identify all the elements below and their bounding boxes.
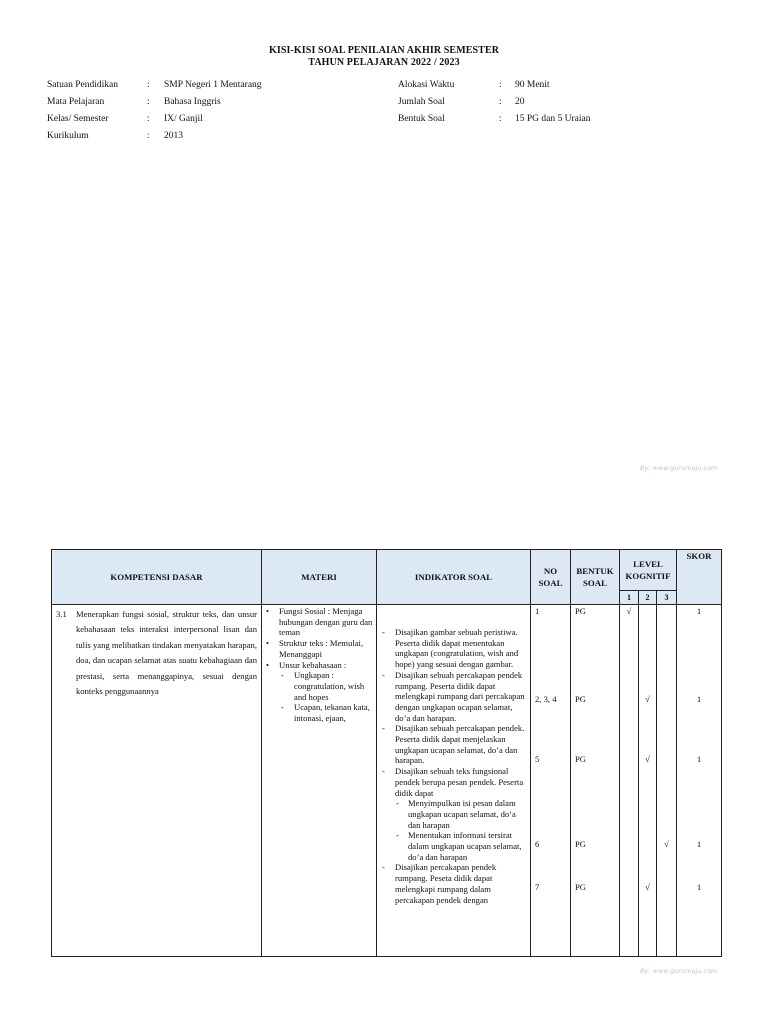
skor-value: 1 [696,606,702,616]
indikator-cell [377,605,531,957]
no-soal: 6 [535,839,540,849]
meta-row [47,111,262,128]
document-subtitle: TAHUN PELAJARAN 2022 / 2023 [308,57,460,68]
level-2-cell [639,605,657,957]
indikator-list [378,627,527,905]
indikator-item: - Disajikan sebuah percakapan pendek rumpang. Peserta didik dapat melengkapi rumpang dari percakapan dengan ungkapan ucapan selamat, do’a dan harapan. [378,670,527,724]
indikator-item: - Disajikan percakapan pendek rumpang. Peseta didik dapat melengkapi rumpang dalam percakapan pendek dengan [378,862,527,905]
watermark: By: www.gurumaju.com [640,464,718,472]
skor-cell [677,605,722,957]
meta-row [47,128,262,145]
meta-value: 90 Menit [515,80,550,90]
header-level-1: 1 [620,591,639,605]
header-level-3: 3 [657,591,677,605]
header-skor: SKOR [677,550,722,605]
level-checkmark: √ [664,839,669,849]
document-title: KISI-KISI SOAL PENILAIAN AKHIR SEMESTER [268,45,500,56]
skor-value: 1 [696,694,702,704]
materi-list [264,606,375,724]
materi-unsur-kebahasaan [264,660,375,724]
header-indikator-soal: INDIKATOR SOAL [377,550,531,605]
meta-row [47,94,262,111]
meta-label: Bentuk Soal [398,114,445,124]
header-materi: MATERI [262,550,377,605]
meta-label: Alokasi Waktu [398,80,455,90]
meta-row [47,77,262,94]
kisi-kisi-table [51,549,722,957]
level-checkmark: √ [626,606,632,616]
meta-separator: : [147,131,150,141]
header-kompetensi-dasar: KOMPETENSI DASAR [52,550,262,605]
meta-separator: : [499,97,502,107]
watermark: By: www.gurumaju.com [640,967,718,975]
meta-separator: : [147,80,150,90]
indikator-item: - Disajikan gambar sebuah peristiwa. Peserta didik dapat menentukan ungkapan (congratulation, wish and hope) yang sesuai dengan gambar. [378,627,527,670]
indikator-subitem: - Menentukan informasi tersirat dalam ungkapan ucapan selamat, do’a dan harapan [395,830,527,862]
meta-value: SMP Negeri 1 Mentarang [164,80,262,90]
no-soal-cell [531,605,571,957]
level-checkmark: √ [645,882,650,892]
level-checkmark: √ [645,694,650,704]
meta-separator: : [499,80,502,90]
skor-value: 1 [696,839,702,849]
indikator-text: Disajikan sebuah teks fungsional pendek berupa pesan pendek. Peserta didik dapat [395,766,524,798]
materi-unsur-label: Unsur kebahasaan : [279,659,347,670]
kd-number: 3.1 [56,609,67,619]
meta-label: Kelas/ Semester [47,114,109,124]
no-soal: 2, 3, 4 [535,694,557,704]
materi-sublist [279,670,375,724]
meta-value: 15 PG dan 5 Uraian [515,114,591,124]
meta-value: 2013 [164,131,183,141]
meta-separator: : [499,114,502,124]
header-level-kognitif: LEVEL KOGNITIF [620,550,677,591]
materi-subitem: - Ucapan, tekanan kata, intonasi, ejaan, [279,702,375,723]
no-soal: 1 [535,606,540,616]
bentuk-soal: PG [575,606,586,616]
level-checkmark: √ [645,754,650,764]
meta-label: Jumlah Soal [398,97,445,107]
indikator-item [378,766,527,862]
meta-separator: : [147,97,150,107]
meta-label: Kurikulum [47,131,89,141]
materi-subitem: - Ungkapan : congratulation, wish and hopes [279,670,375,702]
meta-left [47,77,262,145]
header-no-soal: NO SOAL [531,550,571,605]
meta-right [398,77,590,128]
meta-value: 20 [515,97,525,107]
meta-label: Mata Pelajaran [47,97,105,107]
meta-row [398,94,590,111]
skor-value: 1 [696,882,702,892]
skor-value: 1 [696,754,702,764]
no-soal: 5 [535,754,540,764]
header-row [52,550,722,591]
bentuk-soal: PG [575,694,586,704]
level-1-cell [620,605,639,957]
meta-label: Satuan Pendidikan [47,80,118,90]
indikator-subitem: - Menyimpulkan isi pesan dalam ungkapan ucapan selamat, do’a dan harapan [395,798,527,830]
bentuk-soal: PG [575,839,586,849]
kd-cell [52,605,262,957]
kd-text: Menerapkan fungsi sosial, struktur teks, dan unsur kebahasaan teks interaksi interpersonal lisan dan tulis yang melibatkan tindakan menyatakan harapan, doa, dan ucapan selamat atas suatu kebahagiaan dan prestasi, serta menanggapinya, sesuai dengan konteks penggunaannya [76,609,257,697]
meta-row [398,77,590,94]
header-bentuk-soal: BENTUK SOAL [571,550,620,605]
materi-cell [262,605,377,957]
header-level-2: 2 [639,591,657,605]
meta-row [398,111,590,128]
bentuk-soal: PG [575,882,586,892]
indikator-sublist [395,798,527,862]
meta-value: IX/ Ganjil [164,114,203,124]
bentuk-soal: PG [575,754,586,764]
no-soal: 7 [535,882,540,892]
indikator-item: - Disajikan sebuah percakapan pendek. Peserta didik dapat menjelaskan ungkapan ucapan selamat, do’a dan harapan. [378,723,527,766]
materi-fungsi-sosial: • Fungsi Sosial : Menjaga hubungan dengan guru dan teman [264,606,375,638]
meta-separator: : [147,114,150,124]
level-3-cell [657,605,677,957]
bentuk-soal-cell [571,605,620,957]
meta-value: Bahasa Inggris [164,97,221,107]
materi-struktur-teks: • Struktur teks : Memulai, Menanggapi [264,638,375,659]
table-row [52,605,722,957]
